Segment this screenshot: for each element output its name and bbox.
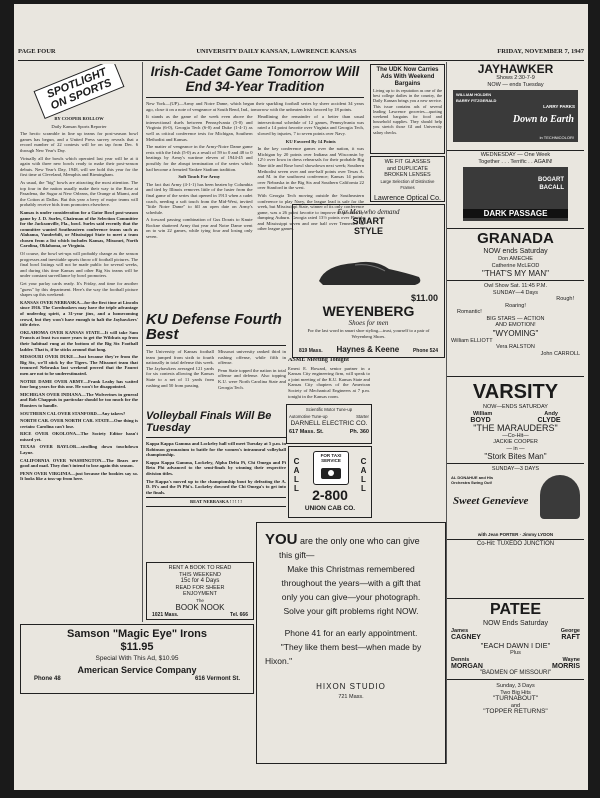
varsity-star: CLYDE — [537, 416, 561, 424]
spotlight-role: Daily Kansan Sports Reporter — [51, 123, 107, 129]
spotlight-paragraph: NOTRE DAME OVER ARMY—Frank Leahy has waited four long years for this one. He won't be disappointed. — [20, 378, 138, 390]
book-line: ENJOYMENT — [183, 591, 217, 597]
page-number: PAGE FOUR — [18, 48, 56, 55]
jayhawker-title: Down to Earth — [512, 114, 574, 125]
varsity-jackie: JACKIE COOPER — [493, 439, 538, 445]
dark-passage-ad — [447, 152, 584, 229]
shoe-line: For Men who demand — [337, 208, 400, 216]
irish-lead: New York—(UP)—Army and Notre Dame, which began their sparkling football series by sheer accident 34 years ago, close it on a note of vengeance at South Bend, Ind., tomorrow with the unbeaten Irish favored by 18 points. — [146, 101, 364, 112]
darnell-name: DARNELL ELECTRIC CO. — [290, 419, 368, 427]
asme-text: Ernest E. Howard, senior partner in a Kansas City engineering firm, will speak to a joint meeting of the K.U. Kansas State and Kansas City chapters of the American Society of Mechanical Engineers at 7 p.m. tonight in the Kansas room. — [288, 365, 370, 399]
masthead: UNIVERSITY DAILY KANSAN, LAWRENCE KANSAS — [196, 48, 357, 55]
patee-ad — [447, 600, 584, 764]
volleyball-para: Kappa Kappa Gamma and Lockeley hall will meet Tuesday at 5 p.m. in Robinson gymnasium to battle for the women's intramural volleyball championship. — [146, 441, 286, 458]
hixon-studio-ad — [256, 522, 446, 764]
granada-ad — [447, 230, 584, 377]
jayhawker-star: LARRY PARKS — [543, 104, 575, 109]
varsity-cohit: —Co-Hit— — [502, 432, 529, 439]
column-rule — [142, 62, 143, 622]
spotlight-paragraph: MISSOURI OVER DUKE—Just because they're from the Big Six, we'll stick by the Tigers. The Missouri team that trounced Nebraska last weekend proved that the Faurot men are not to be underestimated. — [20, 354, 138, 376]
hixon-line: "They like them best—when made by — [280, 642, 422, 652]
jayhawker-ad — [447, 64, 584, 151]
genevieve-band: AL DONAHUE and His Orchestra Swing Out! — [451, 474, 494, 485]
optical-line: WE FIT GLASSES — [384, 159, 431, 165]
spotlight-paragraph: RICE OVER OKOLONA—The Society Editor hasn't missed yet. — [20, 431, 138, 442]
varsity-name: VARSITY — [472, 381, 559, 403]
granada-star: Don AMECHE — [498, 256, 533, 262]
jayhawker-name: JAYHAWKER — [477, 64, 554, 76]
spotlight-logo — [20, 64, 138, 114]
taxi-phone-icon — [313, 451, 349, 485]
irish-para: It stands as the game of the week even above the intersectional duels between Pennsylvania (5-0) and Virginia (6-0), Georgia Tech (6-0) and Duke (1-4-1) as well as critical conference tests for Michigan, Southern Methodist and Kansas. — [146, 114, 253, 142]
taxi-call-left: CALL — [292, 457, 301, 493]
spotlight-paragraph: NORTH CAR. OVER NORTH CAR. STATE—One thing is certain: Carolina can't lose. — [20, 418, 138, 429]
darnell-phone: Ph. 360 — [349, 429, 369, 435]
patee-hit: "TURNABOUT" — [492, 695, 539, 702]
patee-star: CAGNEY — [451, 634, 481, 641]
book-line: RENT A BOOK TO READ — [168, 565, 232, 571]
granada-owl: Owl Show Sat. 11:45 P.M. — [483, 283, 548, 289]
samson-line: Samson "Magic Eye" Irons — [66, 628, 208, 640]
optical-name: Lawrence Optical Co. — [374, 194, 441, 202]
shoe-store: Haynes & Keene — [336, 345, 400, 354]
patee-title2: "BADMEN OF MISSOURI" — [479, 669, 552, 676]
granada-and: AND EMOTION! — [495, 322, 536, 328]
samson-price: $11.95 — [120, 641, 154, 653]
weyenberg-shoe-ad — [292, 204, 445, 358]
patee-star: MORGAN — [451, 662, 483, 670]
column-rule — [446, 62, 447, 764]
samson-name: American Service Company — [77, 665, 197, 675]
book-nook-ad — [146, 562, 254, 620]
shoe-phone: Phone 524 — [412, 348, 438, 354]
granada-wyoming: "WYOMING" — [492, 328, 539, 338]
granada-cast: Vera RALSTON — [496, 344, 535, 350]
beat-nebraska: BEAT NEBRASKA ! ! ! ! ! — [146, 497, 286, 507]
irish-para: With Georgia Tech moving outside the Southeastern conference to play Navy, the league lead is safe for the week, but Mississippi State, winner of its only conference game, was a 26 point favorite to improve its position by dumping Auburn. Georgia rated 13½ points over Florida and Mississippi seven and one half over Tennessee in other league games. — [257, 192, 364, 232]
spotlight-paragraph: As usual, the "big" bowls are attracting the most attention. The top four in the nation usually make their way to the Rose at Pasadena, the Sugar at New Orleans, the Orange at Miami, and the Cotton at Dallas. But this year a bevy of major teams will probably receive bids from promoters elsewhere. — [20, 179, 138, 208]
hixon-line: Phone 41 for an early appointment. — [284, 628, 418, 638]
hixon-line: Solve your gift problems right NOW. — [283, 606, 419, 616]
spotlight-paragraph: The hectic scramble in line up teams for post-season bowl games has begun, and a United Press survey reveals that a record number of 22 contests will be on tap from Dec. 6 through New Year's Day. — [20, 131, 138, 153]
asme-article — [288, 358, 370, 406]
darnell-electric-ad — [286, 404, 372, 444]
hixon-addr: 721 Mass. — [338, 694, 364, 700]
spotlight-paragraph: OKLAHOMA OVER KANSAS STATE—It will take Sam Francis at least two more years to get the Wildcats up from their habitual rung at the bottom of the Big Six Football ladder. That is, if he sticks around that long. — [20, 329, 138, 352]
hixon-line: only you can give—your photograph. — [281, 592, 421, 602]
taxi-name: UNION CAB CO. — [304, 505, 356, 512]
dark-title: DARK PASSAGE — [463, 209, 568, 218]
varsity-cohit2: Co-Hit: TUXEDO JUNCTION — [447, 539, 584, 548]
varsity-star: Andy — [544, 410, 558, 417]
shoe-line: STYLE — [353, 226, 383, 236]
optical-line: and DUPLICATE — [386, 165, 429, 172]
spotlight-paragraph: KANSAS OVER NEBRASKA—for the first time at Lincoln since 1916. The Cornhuskers may have the triple advantage of underdog spirit, a 31-year jinx, and a homecoming crowd, but they won't have enough to halt the Jayhawkers' title drive. — [20, 299, 138, 328]
ku-defense-article — [146, 312, 286, 410]
volleyball-para: The Kappa's moved up to the championship bout by defeating the A. D. Pi's and the Pi Phi's. Lockeley downed the Chi Omega's to get into the finals. — [146, 478, 286, 495]
book-phone: Tel. 666 — [230, 612, 248, 618]
shoe-brand: WEYENBERG — [322, 303, 415, 319]
granada-title: "THAT'S MY MAN" — [482, 269, 549, 278]
darnell-line: Automotive Tune-up — [289, 413, 328, 419]
shoe-price: $11.00 — [410, 293, 438, 303]
patee-star: James — [451, 628, 469, 634]
shoe-tag: Shoes for men — [348, 319, 389, 327]
patee-now: NOW Ends Saturday — [483, 620, 548, 627]
jayhawker-tech: in TECHNICOLOR! — [539, 135, 574, 140]
optical-line: Large Selection of Distinctive Frames — [380, 178, 435, 190]
book-line: THIS WEEKEND — [179, 571, 221, 578]
shoe-desc: For the last word in smart shoe styling—trust, yourself to a pair of Weyenberg Shoes. — [307, 328, 430, 339]
samson-special: Special With This Ad, $10.95 — [95, 655, 179, 662]
book-addr: 1021 Mass. — [152, 612, 179, 618]
samson-irons-ad — [20, 624, 254, 694]
irish-headline: Irish-Cadet Game Tomorrow Will End 34-Year Tradition — [150, 64, 360, 94]
spotlight-paragraph: SOUTHERN CAL OVER STANFORD—Any takers? — [20, 410, 126, 416]
samson-addr: 616 Vermont St. — [194, 676, 240, 682]
spotlight-title: SPOTLIGHT ON SPORTS — [34, 64, 125, 119]
varsity-now: NOW—ENDS SATURDAY — [483, 404, 548, 410]
union-cab-ad — [288, 446, 372, 518]
genevieve-title: Sweet Genevieve — [453, 494, 529, 507]
patee-plus: Plus — [510, 650, 521, 656]
taxi-number: 2-800 — [312, 487, 348, 503]
ku-defense-headline: KU Defense Fourth Best — [146, 312, 282, 343]
patee-hit: "TOPPER RETURNS" — [483, 708, 548, 715]
jayhawker-poster — [453, 90, 578, 142]
jayhawker-star: WILLIAM HOLDEN — [456, 92, 492, 97]
irish-para: The matter of vengeance in the Army-Notre Dame game rests with the Irish (5-0) as a result of 59 to 0 and 48 to 0 beatings by Army's wartime eleven of 1944-45 and possibly for the abrupt termination of the series which had become a frenzied Yankee Stadium tradition. — [146, 144, 253, 172]
dark-star: BACALL — [539, 185, 564, 191]
dickinson-line: WEDNESDAY — One Week — [480, 152, 551, 158]
hixon-you: YOU — [265, 531, 298, 548]
sweet-genevieve-poster — [451, 475, 580, 537]
book-the: The — [196, 597, 204, 603]
varsity-in: — in — — [506, 445, 525, 452]
book-line: READ FOR SHEER — [175, 584, 225, 591]
spotlight-byline: BY COOPER ROLLOW — [54, 116, 104, 121]
asme-headline: ASME Meeting Tonight — [288, 358, 350, 363]
darnell-line: Scientific Motor Tune-up — [305, 407, 353, 412]
spotlight-paragraph: Get your parlay cards ready. It's Friday, and time for another "guess" by this department. Here's the way the football picture shapes up this weekend: — [20, 281, 138, 298]
irish-para: Headlining the remainder of a better than usual intersectional schedule of 12 games, Pennsylvania was rated a 14 point favorite over Virginia and Georgia Tech, slowed by injuries, 7 to seven points over Navy. — [257, 114, 364, 136]
shoe-image — [315, 251, 425, 289]
patee-sun: Sunday, 3 Days — [496, 683, 535, 689]
granada-rough: Rough! — [556, 296, 574, 302]
varsity-star: William — [473, 410, 493, 417]
spotlight-paragraph: Of course, the bowl set-ups will probably change as the season progresses and inevitable upsets throw off football pictures. The final bowl listings will not be made public for several weeks, and during this time Kansas and other Big Six teams will be under constant surveillance by bowl promoters. — [20, 251, 138, 279]
spotlight-paragraph: Kansas is under consideration for a Gator Bowl post-season game by J. D. Surles, Chairman of the Selection Committee for the Jacksonville, Fla., bowl. Surles said recently that the committee wanted Southeastern conference teams such as Alabama, Vanderbilt, or Mississippi State to meet a team chosen from a list which includes Kansas, Missouri, North Carolina, Oklahoma, or Virginia. — [20, 209, 138, 249]
granada-cast: William ELLIOTT — [451, 337, 493, 344]
udk-text: Living up to its reputation as one of the best college dailies in the country, the Daily Kansan brings you a new service. This issue contains ads of several leading Lawrence groceries—quoting weekend bargains for food and household supplies. They should help you stretch those GI and University salary checks. — [373, 88, 442, 135]
udk-headline: The UDK Now Carries Ads With Weekend Bargains — [376, 67, 439, 87]
patee-two: Two Big Hits — [500, 689, 531, 696]
hixon-name: HIXON STUDIO — [316, 682, 386, 691]
dickinson-line: Together . . . Terrific . . AGAIN! — [478, 158, 553, 165]
lawrence-optical-ad — [370, 156, 445, 202]
genevieve-photo — [540, 475, 580, 519]
granada-cast: John CARROLL — [540, 350, 580, 357]
patee-star: MORRIS — [552, 662, 580, 670]
granada-sun: SUNDAY—4 Days — [492, 289, 539, 296]
ku-defense-para: Missouri university ranked third in rushing offense, while fifth in offense. — [218, 349, 286, 366]
ku-defense-para: Penn State topped the nation in total offense and defense. Also topping K.U. were North Carolina State and Georgia Tech. — [218, 367, 286, 390]
volleyball-para: Kappa Kappa Gamma, Lockeley, Alpha Delta Pi, Chi Omega and Pi Beta Phi advanced to the semi-finals by winning their respective division titles. — [146, 459, 286, 476]
granada-romantic: Romantic! — [457, 309, 482, 315]
book-price: 15c for 4 Days — [180, 578, 220, 584]
granada-name: GRANADA — [477, 230, 554, 247]
varsity-star: BOYD — [470, 416, 491, 424]
varsity-stork: "Stork Bites Man" — [484, 452, 547, 461]
page-header — [18, 48, 584, 61]
optical-line: BROKEN LENSES — [384, 172, 431, 178]
varsity-title: "THE MARAUDERS" — [473, 422, 558, 433]
patee-title: "EACH DAWN I DIE" — [480, 641, 551, 650]
spotlight-paragraph: PENN OVER VIRGINIA—just because the bookies say so. It looks like a toss-up from here. — [20, 470, 138, 482]
dark-star: BOGART — [538, 177, 564, 183]
granada-roaring: Roaring! — [505, 302, 526, 309]
ku-defense-para: The University of Kansas football team jumped from sixth to fourth nationally in total defense this week. The Jayhawkers averaged 121 yards for six contests allowing the Kansas State to a net of 11 yards from rushing and 50 from passing. — [146, 349, 214, 388]
hixon-line: this gift— — [279, 550, 315, 560]
jayhawker-star: BARRY FITZGERALD — [456, 98, 497, 103]
patee-star: George — [560, 628, 580, 634]
page-date: FRIDAY, NOVEMBER 7, 1947 — [497, 48, 584, 55]
granada-big: BIG STARS — ACTION — [486, 315, 545, 322]
patee-star: Dennis — [451, 656, 470, 663]
granada-star: Catherine McLEOD — [491, 262, 540, 269]
book-name: BOOK NOOK — [175, 603, 225, 612]
udk-notice — [370, 64, 445, 154]
darnell-addr: 617 Mass. St. — [289, 429, 324, 435]
spotlight-paragraph: CALIFORNIA OVER WASHINGTON—The Bears are good and mad. They don't intend to lose again this season. — [20, 457, 138, 469]
taxi-badge: FOR TAXI SERVICE — [320, 453, 342, 463]
samson-phone: Phone 48 — [34, 676, 61, 682]
varsity-sun: SUNDAY—3 DAYS — [491, 466, 540, 472]
irish-para: A forward passing combination of Gus Dorais to Knute Rockne shattered Army that year and Notre Dame went on to win 22 games, while tying four and losing only seven. — [146, 217, 253, 240]
dark-passage-poster — [463, 167, 568, 221]
volleyball-headline: Volleyball Finals Will Be Tuesday — [146, 410, 272, 434]
hixon-line: Hixon." — [265, 656, 293, 666]
irish-para: In the key conference games over the nation, it was Michigan by 20 points over Indiana and Wisconsin by 12½ over Iowa in dress rehearsals for their probable Big Nine title and Rose bowl showdown next week; Southern Methodist seven over and one-half points over Texas A. and M. in the southwest conference; Kansas 14 points over Nebraska in the Big Six and Southern California 22 over Stanford in the west. — [257, 146, 364, 191]
spotlight-paragraph: TEXAS OVER BAYLOR—strolling down touchdown Layne. — [20, 444, 138, 456]
hixon-line: throughout the years—with a gift that — [281, 578, 421, 588]
irish-para: The fact that Army (4-1-1) has been beaten by Columbia and tied by Illinois removes little of the luster from the final game of the series that opened in 1913 when a cadet coach, needing a soft touch from the Mid-West, invited "little Notre Dame" to fill an open date on Army's schedule. — [146, 181, 253, 215]
hixon-line: are the only one who can give — [300, 536, 420, 546]
shoe-addr: 819 Mass. — [299, 348, 323, 354]
darnell-line: Starter — [356, 413, 369, 419]
jayhawker-now: NOW — ends Tuesday — [487, 81, 544, 88]
patee-name: PATEE — [490, 601, 541, 618]
genevieve-stars: with Jean PORTER · Jimmy LYDON — [477, 531, 554, 537]
hixon-line: Make this Christmas remembered — [287, 564, 415, 574]
granada-now: NOW ends Saturday — [483, 248, 548, 255]
irish-subhead: KU Favored By 14 Points — [285, 138, 336, 144]
patee-and: and — [510, 702, 521, 709]
taxi-call-right: CALL — [359, 457, 368, 493]
patee-star: RAFT — [561, 634, 580, 641]
spotlight-column — [20, 64, 138, 582]
irish-subhead: Soft Touch For Army — [178, 174, 221, 180]
spotlight-paragraph: Virtually all the bowls which operated last year will be at it again with three new bowls ready to make their post-season debuts. New Year's Day, 1948, will see bold this year for the first time at Cleveland, Memphis and Birmingham. — [20, 155, 138, 178]
patee-star: Wayne — [562, 656, 580, 663]
jayhawker-shows: Shows 2:30-7-9 — [496, 75, 535, 81]
spotlight-paragraph: MICHIGAN OVER INDIANA—The Wolverines in general and Bob Chappuis in particular should be too much for the Hoosiers to handle. — [20, 391, 138, 408]
varsity-ad — [447, 380, 584, 599]
shoe-line: SMART — [352, 216, 385, 226]
